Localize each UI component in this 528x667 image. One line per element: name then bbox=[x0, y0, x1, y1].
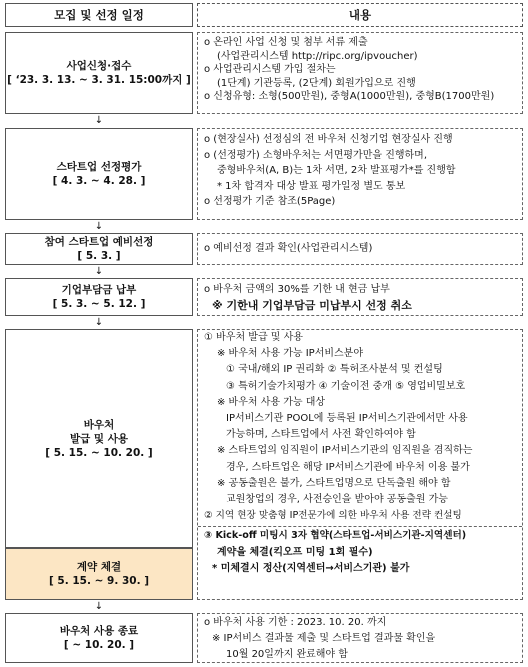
stage-title: 계약 체결 bbox=[76, 561, 122, 573]
content-line: ③ Kick-off 미팅시 3자 협약(스타트업-서비스기관-지역센터) bbox=[204, 530, 467, 542]
header-schedule bbox=[5, 3, 193, 27]
stage-title: 바우처 사용 종료 bbox=[59, 625, 139, 637]
stage-title: 참여 스타트업 예비선정 bbox=[44, 236, 154, 248]
content-line: 교원창업의 경우, 사전승인을 받아야 공동출원 가능 bbox=[226, 494, 448, 506]
stage-title: 바우처 bbox=[83, 418, 115, 431]
content-preliminary bbox=[197, 233, 523, 265]
content-line: o (현장실사) 선정심의 전 바우처 신청기업 현장실사 진행 bbox=[204, 134, 453, 145]
stage-title: 기업부담금 납부 bbox=[61, 284, 137, 296]
content-line: 중형바우처(A, B)는 1차 서면, 2차 발표평가*를 진행함 bbox=[217, 165, 456, 176]
section-divider bbox=[198, 526, 522, 527]
content-line: ※ 스타트업의 임직원이 IP서비스기관의 임직원을 겸직하는 bbox=[217, 445, 473, 457]
arrow-down-icon: ↓ bbox=[94, 221, 104, 232]
content-warning: ※ 기한내 기업부담금 미납부시 선정 취소 bbox=[212, 299, 412, 312]
content-line: ※ 바우처 사용 가능 대상 bbox=[217, 396, 326, 408]
content-line: ※ 바우처 사용 가능 IP서비스분야 bbox=[217, 348, 363, 360]
arrow-down-icon: ↓ bbox=[94, 317, 104, 328]
content-line: (1단계) 기관등록, (2단계) 회원가입으로 진행 bbox=[217, 77, 416, 89]
content-line: o 바우처 금액의 30%를 기한 내 현금 납부 bbox=[204, 284, 390, 295]
content-payment bbox=[197, 278, 523, 316]
content-application bbox=[197, 32, 523, 114]
content-line: * 1차 합격자 대상 발표 평가일정 별도 통보 bbox=[217, 180, 406, 192]
content-line: 가능하며, 스타트업에서 사전 확인하여야 함 bbox=[226, 429, 416, 441]
content-voucher bbox=[197, 329, 523, 600]
stage-date: [ ‘23. 3. 13. ~ 3. 31. 15:00까지 ] bbox=[7, 74, 191, 86]
stage-date: [ 5. 3. ~ 5. 12. ] bbox=[52, 298, 146, 310]
stage-evaluation bbox=[5, 128, 193, 220]
content-line: o 신청유형: 소형(500만원), 중형A(1000만원), 중형B(1700만원) bbox=[204, 91, 495, 103]
content-line: ③ 특허기술가치평가 ④ 기술이전 중개 ⑤ 영업비밀보호 bbox=[226, 380, 466, 392]
stage-contract bbox=[5, 548, 193, 600]
content-line: 계약을 체결(킥오프 미팅 1회 필수) bbox=[217, 546, 373, 558]
content-line: 10월 20일까지 완료해야 함 bbox=[226, 649, 348, 660]
stage-date: [ 5. 15. ~ 9. 30. ] bbox=[48, 575, 150, 587]
content-line: 경우, 스타트업은 해당 IP서비스기관에 바우처 이용 불가 bbox=[226, 461, 470, 473]
content-line: ① 바우처 발급 및 사용 bbox=[204, 332, 303, 343]
content-line: ② 지역 현장 맞춤형 IP전문가에 의한 바우처 사용 전략 컨설팅 bbox=[204, 510, 462, 522]
arrow-down-icon: ↓ bbox=[94, 601, 104, 612]
stage-title-line2: 발급 및 사용 bbox=[69, 432, 129, 445]
stage-preliminary bbox=[5, 233, 193, 265]
content-line: IP서비스기관 POOL에 등록된 IP서비스기관에서만 사용 bbox=[226, 413, 468, 425]
stage-end bbox=[5, 613, 193, 663]
content-line: (사업관리시스템 http://ripc.org/ipvoucher) bbox=[217, 50, 418, 62]
content-line: o 바우처 사용 기한 : 2023. 10. 20. 까지 bbox=[204, 617, 387, 628]
stage-date: [ ~ 10. 20. ] bbox=[63, 639, 135, 651]
content-line: * 미체결시 정산(지역센터→서비스기관) 불가 bbox=[212, 562, 410, 574]
content-line: o 예비선정 결과 확인(사업관리시스템) bbox=[204, 243, 373, 255]
content-evaluation bbox=[197, 128, 523, 220]
content-line: ① 국내/해외 IP 권리화 ② 특허조사분석 및 컨설팅 bbox=[226, 364, 443, 376]
stage-payment bbox=[5, 278, 193, 316]
stage-date: [ 5. 3. ] bbox=[77, 250, 121, 262]
header-content bbox=[197, 3, 523, 27]
stage-application bbox=[5, 32, 193, 114]
stage-title: 스타트업 선정평가 bbox=[56, 161, 142, 173]
arrow-down-icon: ↓ bbox=[94, 115, 104, 126]
stage-date: [ 5. 15. ~ 10. 20. ] bbox=[45, 446, 153, 459]
content-line: o 사업관리시스템 가입 절차는 bbox=[204, 64, 336, 76]
content-line: o (선정평가) 소형바우처는 서면평가만을 진행하며, bbox=[204, 149, 428, 161]
content-line: o 온라인 사업 신청 및 첨부 서류 제출 bbox=[204, 37, 368, 48]
content-end bbox=[197, 613, 523, 663]
stage-title: 사업신청·접수 bbox=[66, 60, 132, 72]
arrow-down-icon: ↓ bbox=[94, 266, 104, 277]
content-line: o 선정평가 기준 참조(5Page) bbox=[204, 196, 336, 207]
content-line: ※ 공동출원은 불가, 스타트업명으로 단독출원 해야 함 bbox=[217, 477, 451, 489]
stage-date: [ 4. 3. ~ 4. 28. ] bbox=[52, 175, 146, 187]
header-content-label: 내용 bbox=[348, 8, 372, 22]
header-schedule-label: 모집 및 선정 일정 bbox=[54, 8, 144, 22]
stage-voucher bbox=[5, 329, 193, 548]
content-line: ※ IP서비스 결과물 제출 및 스타트업 결과물 확인을 bbox=[212, 633, 436, 644]
